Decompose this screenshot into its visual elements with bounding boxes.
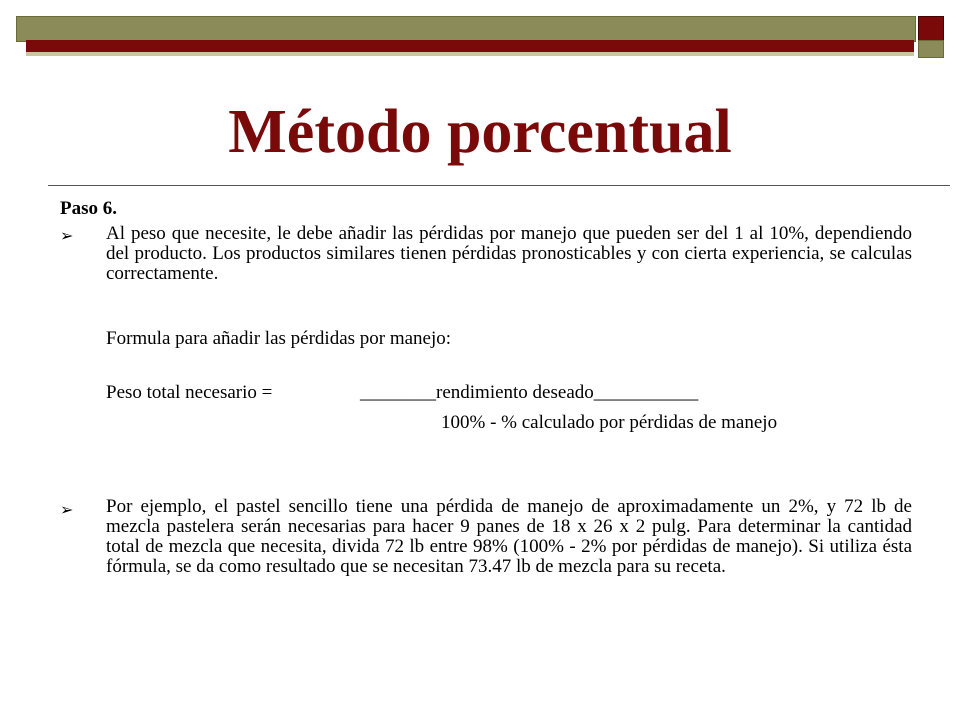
formula-denominator: 100% - % calculado por pérdidas de manejo xyxy=(441,412,778,433)
bullet-paragraph-1: Al peso que necesite, le debe añadir las pérdidas por manejo que pueden ser del 1 al 10%, dependiendo del producto. Los productos similares tienen pérdidas pronosticables y con cierta experiencia, se calculas correctamente. xyxy=(106,223,912,284)
header-red-square xyxy=(918,16,944,42)
slide-title: Método porcentual xyxy=(228,98,732,166)
header-red-band xyxy=(26,40,914,52)
header-olive-band xyxy=(16,16,916,42)
step-label: Paso 6. xyxy=(60,198,117,219)
formula-intro: Formula para añadir las pérdidas por manejo: xyxy=(106,328,452,349)
header-thin-line xyxy=(26,52,914,56)
formula-numerator: ________rendimiento deseado___________ xyxy=(360,382,699,403)
bullet-arrow-icon: ➢ xyxy=(60,502,74,519)
formula-lhs: Peso total necesario = xyxy=(106,382,273,403)
bullet-arrow-icon: ➢ xyxy=(60,228,74,245)
bullet-paragraph-2: Por ejemplo, el pastel sencillo tiene una pérdida de manejo de aproximadamente un 2%, y 72 lb de mezcla pastelera serán necesarias para hacer 9 panes de 18 x 26 x 2 pulg. Para determinar la cantidad total de mezcla que necesita, divida 72 lb entre 98% (100% - 2% por pérdidas de manejo). Si utiliza ésta fórmula, se da como resultado que se necesitan 73.47 lb de mezcla para su receta. xyxy=(106,496,912,577)
title-divider xyxy=(48,185,950,186)
header-olive-square xyxy=(918,40,944,58)
